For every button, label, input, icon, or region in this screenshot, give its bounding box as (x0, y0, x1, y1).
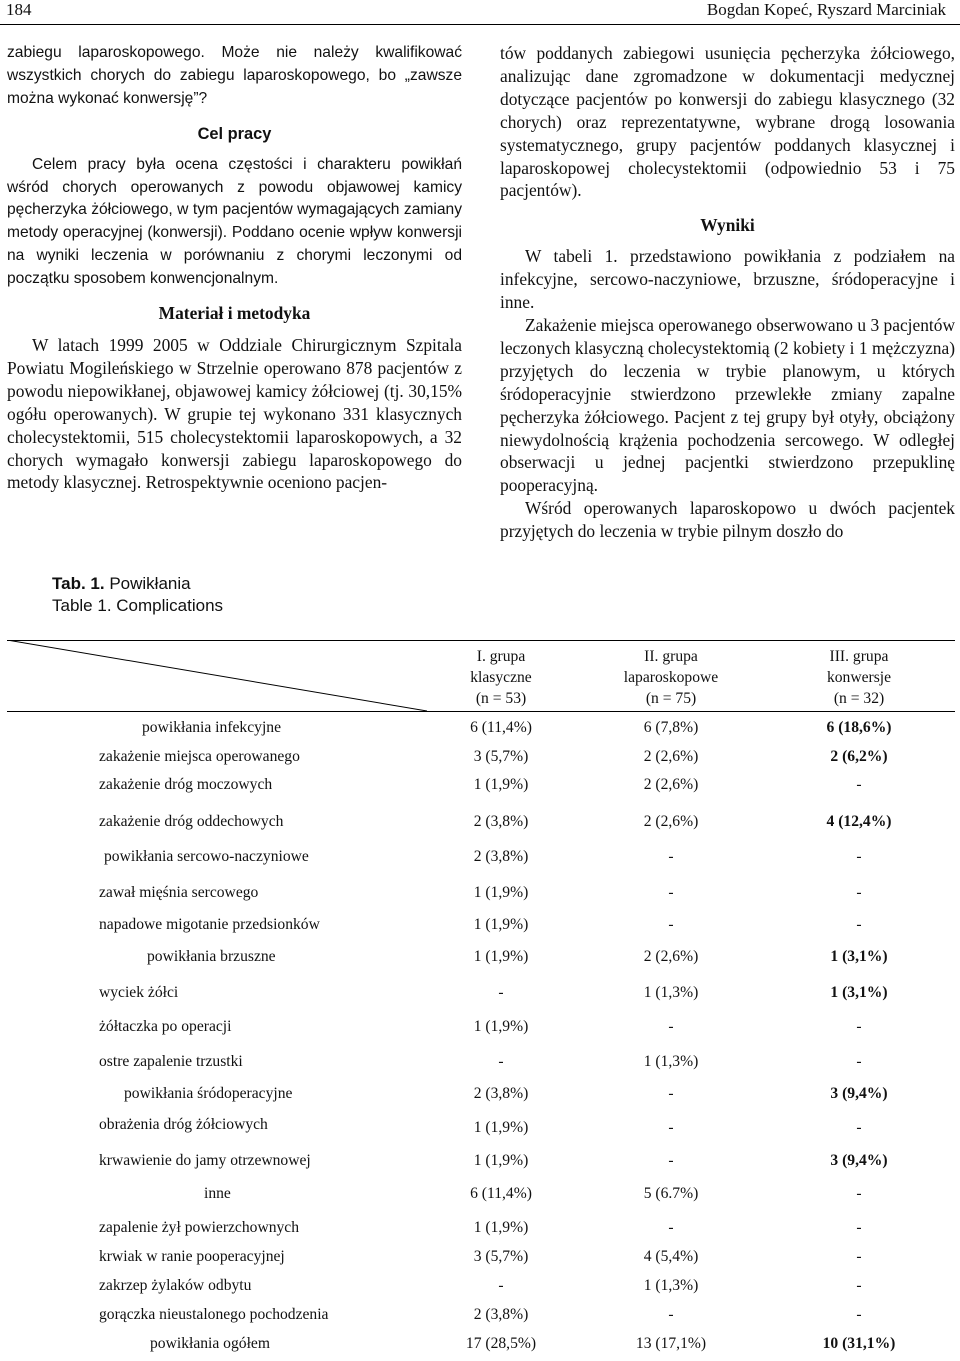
header-diagonal-line (7, 640, 427, 711)
intro-paragraph-end: zabiegu laparoskopowego. Może nie należy kwalifikować wszystkich chorych do zabiegu laparoskopowego, bo „zawsze można wykonać konwersję”? (7, 44, 462, 107)
results-heading: Wyniki (700, 215, 755, 236)
methods-paragraph-continued: tów poddanych zabiegowi usunięcia pęcherzyka żółciowego, analizując dane zgromadzone w dokumentacji medycznej dotyczące pacjentów po konwersji do zabiegu klasycznego (32 chorych) oraz reprezentatywne, wybrane drogą losowania systematycznego, grupy pacjentów poddanych klasycznej i laparoskopowej cholecystektomii (odpowiednio 53 i 75 pacjentów). (500, 43, 955, 201)
complications-table (7, 640, 955, 1358)
table-row: napadowe migotanie przedsionków 1 (1,9%) - - (99, 916, 862, 933)
table-row: powikłania śródoperacyjne 2 (3,8%) - 3 (9,4%) (124, 1085, 888, 1102)
table-row: zawał mięśnia sercowego 1 (1,9%) - - (99, 884, 862, 901)
running-header-authors: Bogdan Kopeć, Ryszard Marciniak (706, 0, 946, 19)
table-header-rule (7, 711, 955, 712)
table-row: zapalenie żył powierzchownych 1 (1,9%) - - (99, 1219, 862, 1236)
table-row: zakrzep żylaków odbytu - 1 (1,3%) - (99, 1277, 862, 1294)
table-row: wyciek żółci - 1 (1,3%) 1 (3,1%) (99, 984, 888, 1001)
table-row: gorączka nieustalonego pochodzenia 2 (3,8%) - - (99, 1306, 862, 1323)
header-group-1: I. grupa klasyczne (n = 53) (470, 648, 532, 707)
methods-paragraph: W latach 1999 2005 w Oddziale Chirurgicznym Szpitala Powiatu Mogileńskiego w Strzelnie operowano 878 pacjentów z powodu niepowikłanej, objawowej kamicy żółciowej (tj. 30,15% ogółu operowanych). W grupie tej wykonano 331 klasycznych cholecystektomii, 515 cholecystektomii laparoskopowych, a 32 chorych wymagało konwersji zabiegu laparoskopowego do metody klasycznej. Retrospektywnie oceniono pacjen- (7, 334, 462, 493)
table-caption-english: Table 1. Complications (52, 596, 224, 615)
table-row: zakażenie miejsca operowanego 3 (5,7%) 2 (2,6%) 2 (6,2%) (99, 748, 888, 765)
table-row: powikłania sercowo-naczyniowe 2 (3,8%) - - (104, 848, 862, 865)
running-header (0, 0, 960, 25)
table-row: inne 6 (11,4%) 5 (6.7%) - (204, 1185, 862, 1202)
right-column (500, 42, 955, 543)
header-group-2: II. grupa laparoskopowe (n = 75) (623, 648, 719, 707)
aim-heading: Cel pracy (197, 124, 272, 143)
table-caption (52, 573, 223, 617)
results-paragraph-3: Wśród operowanych laparoskopowo u dwóch pacjentek przyjętych do leczenia w trybie pilnym doszło do (500, 498, 955, 542)
results-paragraph-2: Zakażenie miejsca operowanego obserwowano u 3 pacjentów leczonych klasyczną cholecystektomią (2 kobiety i 1 mężczyzna) przyjętych do leczenia w trybie planowym, u których śródoperacyjnie stwierdzono przewlekłe zmiany zapalne pęcherzyka żółciowego. Pacjent z tej grupy był otyły, obciążony niewydolnością krążenia pochodzenia sercowego. W odległej obserwacji u jednej pacjentki stwierdzono przepuklinę pooperacyjną. (500, 314, 955, 496)
table-row: ostre zapalenie trzustki - 1 (1,3%) - (99, 1053, 862, 1070)
table-caption-polish: Powikłania (109, 574, 191, 593)
table-row: krwawienie do jamy otrzewnowej 1 (1,9%) - 3 (9,4%) (99, 1152, 888, 1169)
table-row: żółtaczka po operacji 1 (1,9%) - - (99, 1018, 862, 1035)
table-row: zakażenie dróg moczowych 1 (1,9%) 2 (2,6%) - (99, 776, 862, 793)
header-group-3: III. grupa konwersje (n = 32) (826, 648, 892, 707)
table-row: powikłania brzuszne 1 (1,9%) 2 (2,6%) 1 (3,1%) (147, 948, 888, 965)
table-row: obrażenia dróg żółciowych 1 (1,9%) - - (99, 1116, 862, 1136)
table-caption-number: Tab. 1. (52, 574, 105, 593)
table-row: krwiak w ranie pooperacyjnej 3 (5,7%) 4 (5,4%) - (99, 1248, 862, 1265)
page-number: 184 (6, 0, 32, 19)
table-row: powikłania infekcyjne 6 (11,4%) 6 (7,8%) 6 (18,6%) (142, 719, 892, 736)
methods-heading: Materiał i metodyka (158, 303, 311, 324)
results-paragraph-1: W tabeli 1. przedstawiono powikłania z podziałem na infekcyjne, sercowo-naczyniowe, brzuszne, śródoperacyjne i inne. (500, 246, 955, 313)
table-row: powikłania ogółem 17 (28,5%) 13 (17,1%) 10 (31,1%) (150, 1335, 896, 1352)
aim-paragraph: Celem pracy była ocena częstości i charakteru powikłań wśród chorych operowanych z powodu objawowej kamicy pęcherzyka żółciowego, w tym pacjentów wymagających zamiany metody operacyjnej (konwersji). Poddano ocenie wpływ konwersji na wyniki leczenia w porównaniu z chorymi leczonymi od początku sposobem konwencjonalnym. (7, 155, 462, 288)
left-column (7, 42, 462, 494)
table-row: zakażenie dróg oddechowych 2 (3,8%) 2 (2,6%) 4 (12,4%) (99, 813, 892, 830)
